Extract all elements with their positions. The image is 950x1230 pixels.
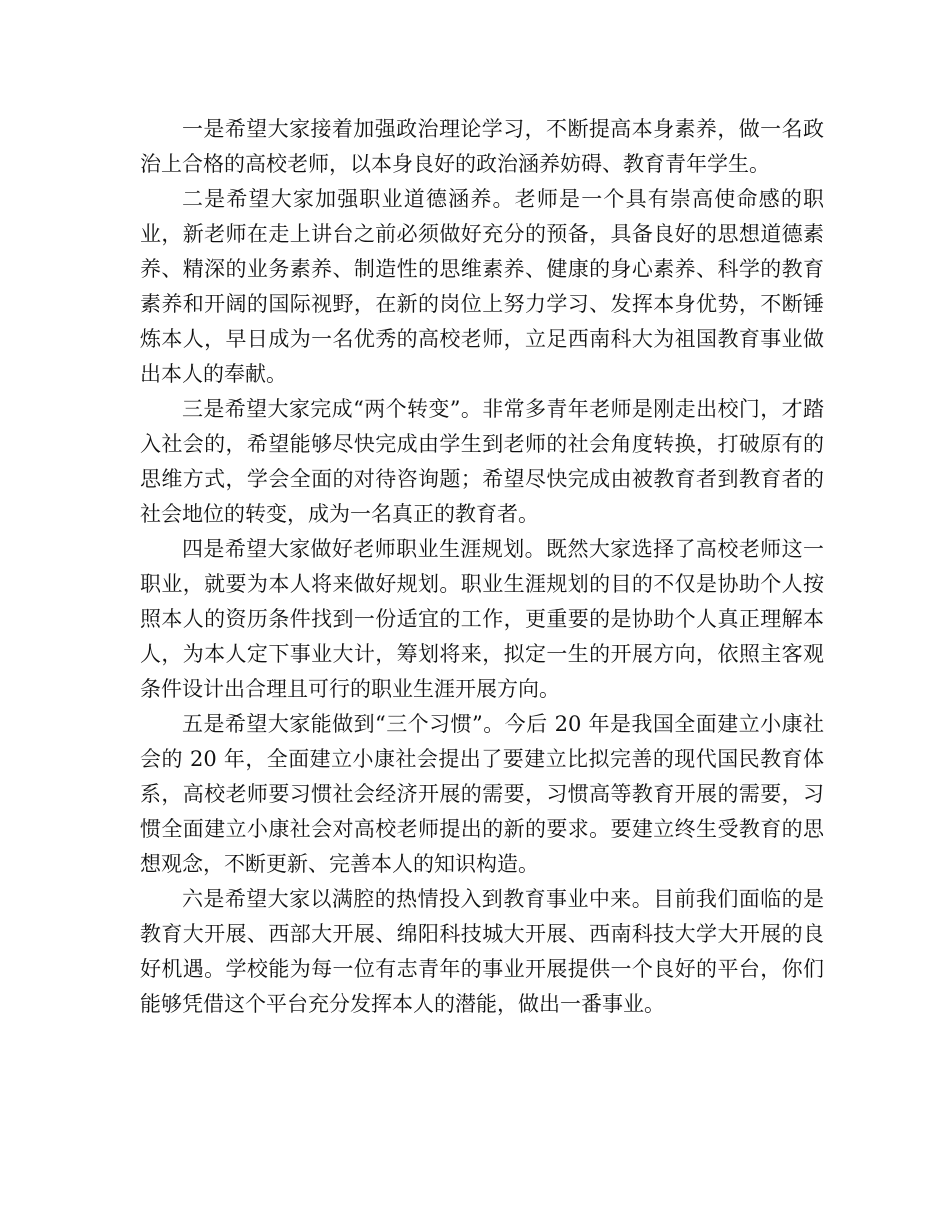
paragraph-3: 三是希望大家完成“两个转变”。非常多青年老师是刚走出校门，才踏入社会的，希望能够尽快完成由学生到老师的社会角度转换，打破原有的思维方式，学会全面的对待咨询题；希望尽快完成由被教育者到教育者的社会地位的转变，成为一名真正的教育者。: [140, 397, 824, 526]
paragraph-2: 二是希望大家加强职业道德涵养。老师是一个具有崇高使命感的职业，新老师在走上讲台之前必须做好充分的预备，具备良好的思想道德素养、精深的业务素养、制造性的思维素养、健康的身心素养、科学的教育素养和开阔的国际视野，在新的岗位上努力学习、发挥本身优势，不断锤炼本人，早日成为一名优秀的高校老师，立足西南科大为祖国教育事业做出本人的奉献。: [140, 187, 824, 386]
document-body: [140, 112, 824, 1022]
paragraph-5: 五是希望大家能做到“三个习惯”。今后 20 年是我国全面建立小康社会的 20 年，全面建立小康社会提出了要建立比拟完善的现代国民教育体系，高校老师要习惯社会经济开展的需要，习惯高等教育开展的需要，习惯全面建立小康社会对高校老师提出的新的要求。要建立终生受教育的思想观念，不断更新、完善本人的知识构造。: [140, 712, 824, 876]
paragraph-4: 四是希望大家做好老师职业生涯规划。既然大家选择了高校老师这一职业，就要为本人将来做好规划。职业生涯规划的目的不仅是协助个人按照本人的资历条件找到一份适宜的工作，更重要的是协助个人真正理解本人，为本人定下事业大计，筹划将来，拟定一生的开展方向，依照主客观条件设计出合理且可行的职业生涯开展方向。: [140, 537, 824, 701]
paragraph-6: 六是希望大家以满腔的热情投入到教育事业中来。目前我们面临的是教育大开展、西部大开展、绵阳科技城大开展、西南科技大学大开展的良好机遇。学校能为每一位有志青年的事业开展提供一个良好的平台，你们能够凭借这个平台充分发挥本人的潜能，做出一番事业。: [140, 887, 824, 1016]
paragraph-1: 一是希望大家接着加强政治理论学习，不断提高本身素养，做一名政治上合格的高校老师，以本身良好的政治涵养妨碍、教育青年学生。: [140, 117, 824, 176]
